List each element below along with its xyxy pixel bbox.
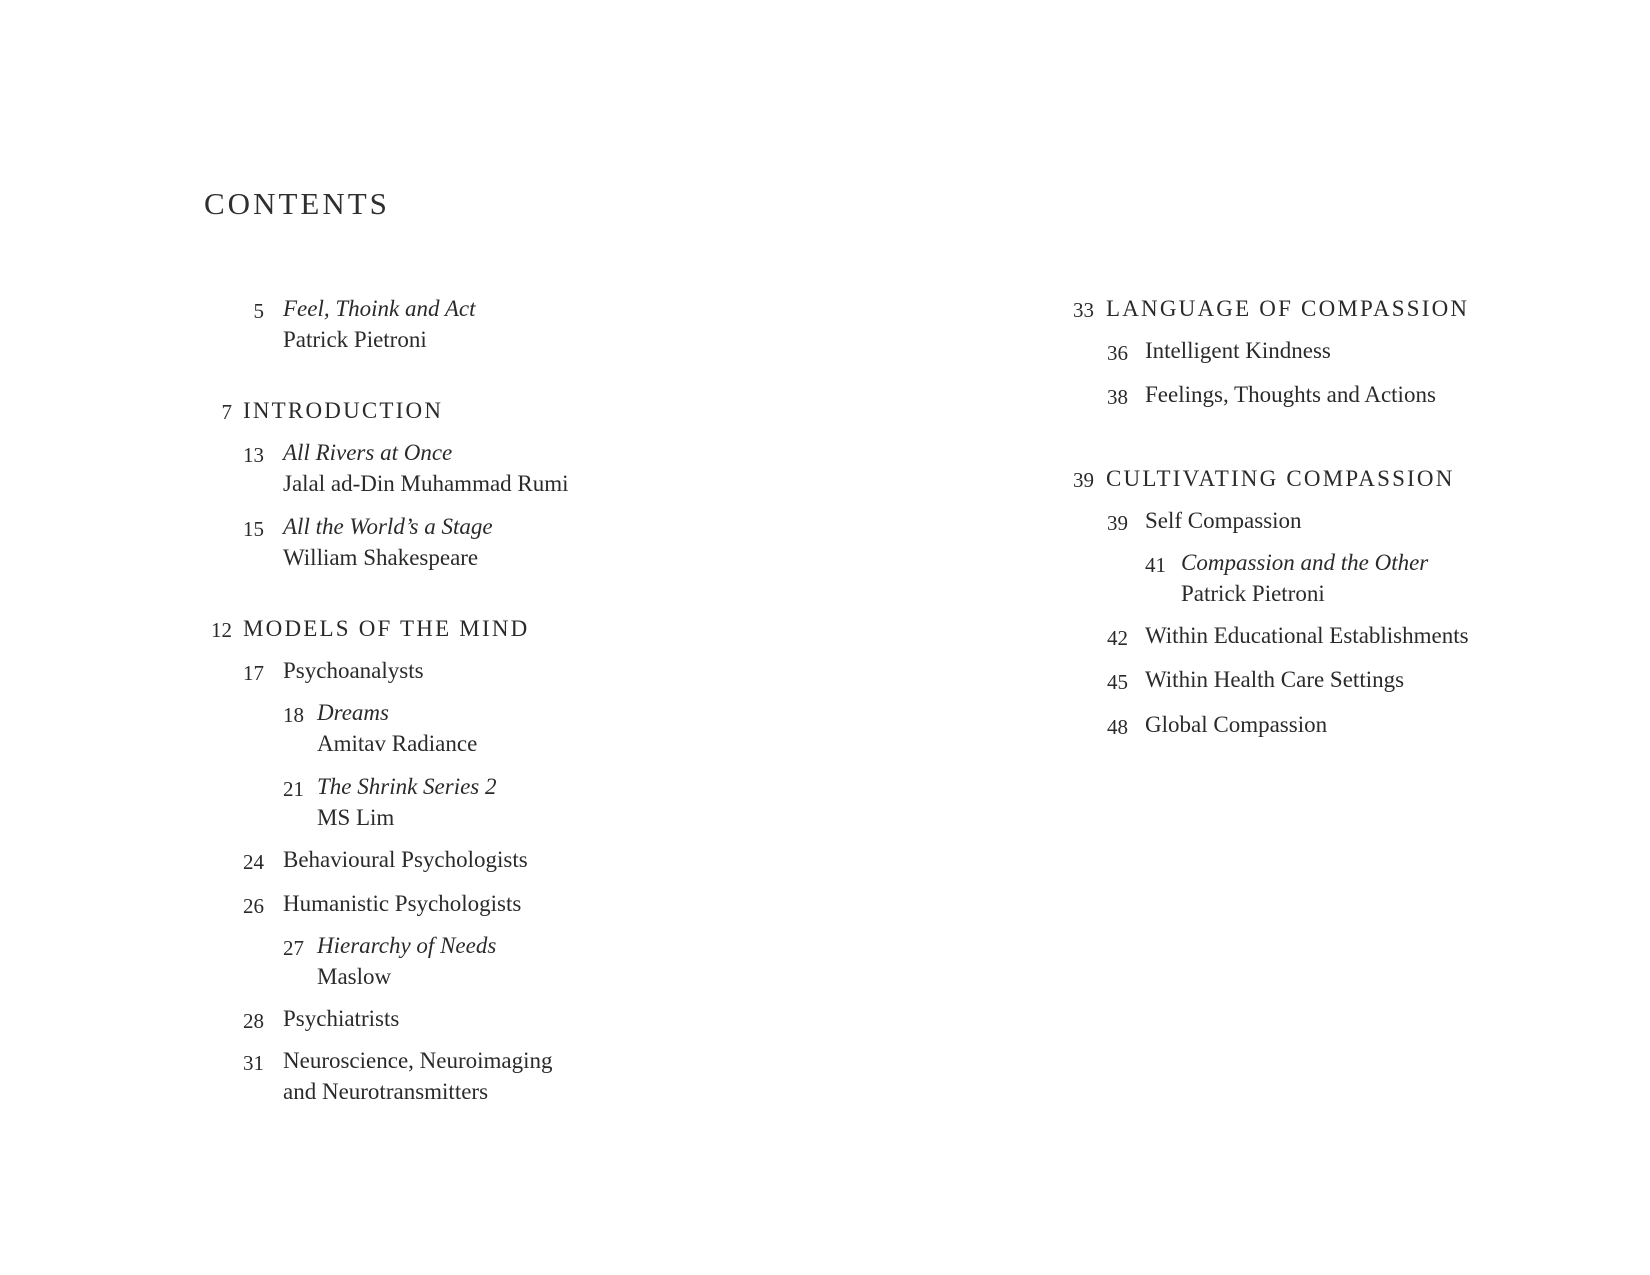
section-title-introduction: INTRODUCTION — [243, 398, 444, 423]
entry-author: Patrick Pietroni — [283, 327, 427, 352]
subentry-author: Maslow — [317, 964, 392, 989]
subentry-page-number: 21 — [283, 777, 304, 801]
subentry-title-dreams: Dreams — [317, 700, 389, 725]
entry-page-number: 24 — [243, 850, 264, 874]
section-page-number: 39 — [1073, 468, 1094, 492]
entry-author: William Shakespeare — [283, 545, 479, 570]
subentry-title-hierarchy-of-needs: Hierarchy of Needs — [317, 933, 497, 958]
entry-page-number: 45 — [1107, 670, 1128, 694]
entry-page-number: 48 — [1107, 715, 1128, 739]
section-page-number: 33 — [1073, 298, 1094, 322]
entry-page-number: 26 — [243, 894, 264, 918]
entry-title-all-rivers: All Rivers at Once — [283, 440, 453, 465]
subentry-author: Patrick Pietroni — [1181, 581, 1325, 606]
entry-page-number: 42 — [1107, 626, 1128, 650]
subentry-title-compassion-and-the-other: Compassion and the Other — [1181, 550, 1429, 575]
entry-title-neuroscience-line1: Neuroscience, Neuroimaging — [283, 1048, 553, 1073]
entry-title-within-health-care-settings: Within Health Care Settings — [1145, 667, 1405, 692]
entry-title-within-educational-establishments: Within Educational Establishments — [1145, 623, 1469, 648]
entry-title-global-compassion: Global Compassion — [1145, 712, 1328, 737]
entry-page-number: 36 — [1107, 341, 1128, 365]
entry-title-self-compassion: Self Compassion — [1145, 508, 1302, 533]
entry-title-intelligent-kindness: Intelligent Kindness — [1145, 338, 1331, 363]
entry-title-feelings-thoughts-actions: Feelings, Thoughts and Actions — [1145, 382, 1436, 407]
entry-page-number: 39 — [1107, 511, 1128, 535]
entry-author: Jalal ad-Din Muhammad Rumi — [283, 471, 569, 496]
entry-page-number: 28 — [243, 1009, 264, 1033]
subentry-page-number: 41 — [1145, 553, 1166, 577]
entry-page-number: 15 — [243, 517, 264, 541]
entry-page-number: 13 — [243, 443, 264, 467]
entry-title-humanistic-psychologists: Humanistic Psychologists — [283, 891, 522, 916]
section-title-cultivating-compassion: CULTIVATING COMPASSION — [1106, 466, 1455, 491]
entry-title-feel-thoink-act: Feel, Thoink and Act — [283, 296, 476, 321]
section-page-number: 12 — [211, 618, 232, 642]
entry-page-number: 31 — [243, 1051, 264, 1075]
entry-title-behavioural-psychologists: Behavioural Psychologists — [283, 847, 528, 872]
subentry-author: Amitav Radiance — [317, 731, 478, 756]
entry-title-neuroscience-line2: and Neurotransmitters — [283, 1079, 489, 1104]
section-title-models-of-the-mind: MODELS OF THE MIND — [243, 616, 530, 641]
entry-title-psychiatrists: Psychiatrists — [283, 1006, 400, 1031]
section-page-number: 7 — [221, 400, 232, 424]
subentry-author: MS Lim — [317, 805, 395, 830]
entry-title-all-the-worlds-a-stage: All the World’s a Stage — [283, 514, 493, 539]
subentry-title-shrink-series: The Shrink Series 2 — [317, 774, 497, 799]
entry-title-psychoanalysts: Psychoanalysts — [283, 658, 424, 683]
section-title-language-of-compassion: LANGUAGE OF COMPASSION — [1106, 296, 1470, 321]
entry-page-number: 17 — [243, 661, 264, 685]
page-title: CONTENTS — [204, 186, 390, 221]
entry-page-number: 38 — [1107, 385, 1128, 409]
subentry-page-number: 18 — [283, 703, 304, 727]
entry-page-number: 5 — [253, 299, 264, 323]
subentry-page-number: 27 — [283, 936, 304, 960]
